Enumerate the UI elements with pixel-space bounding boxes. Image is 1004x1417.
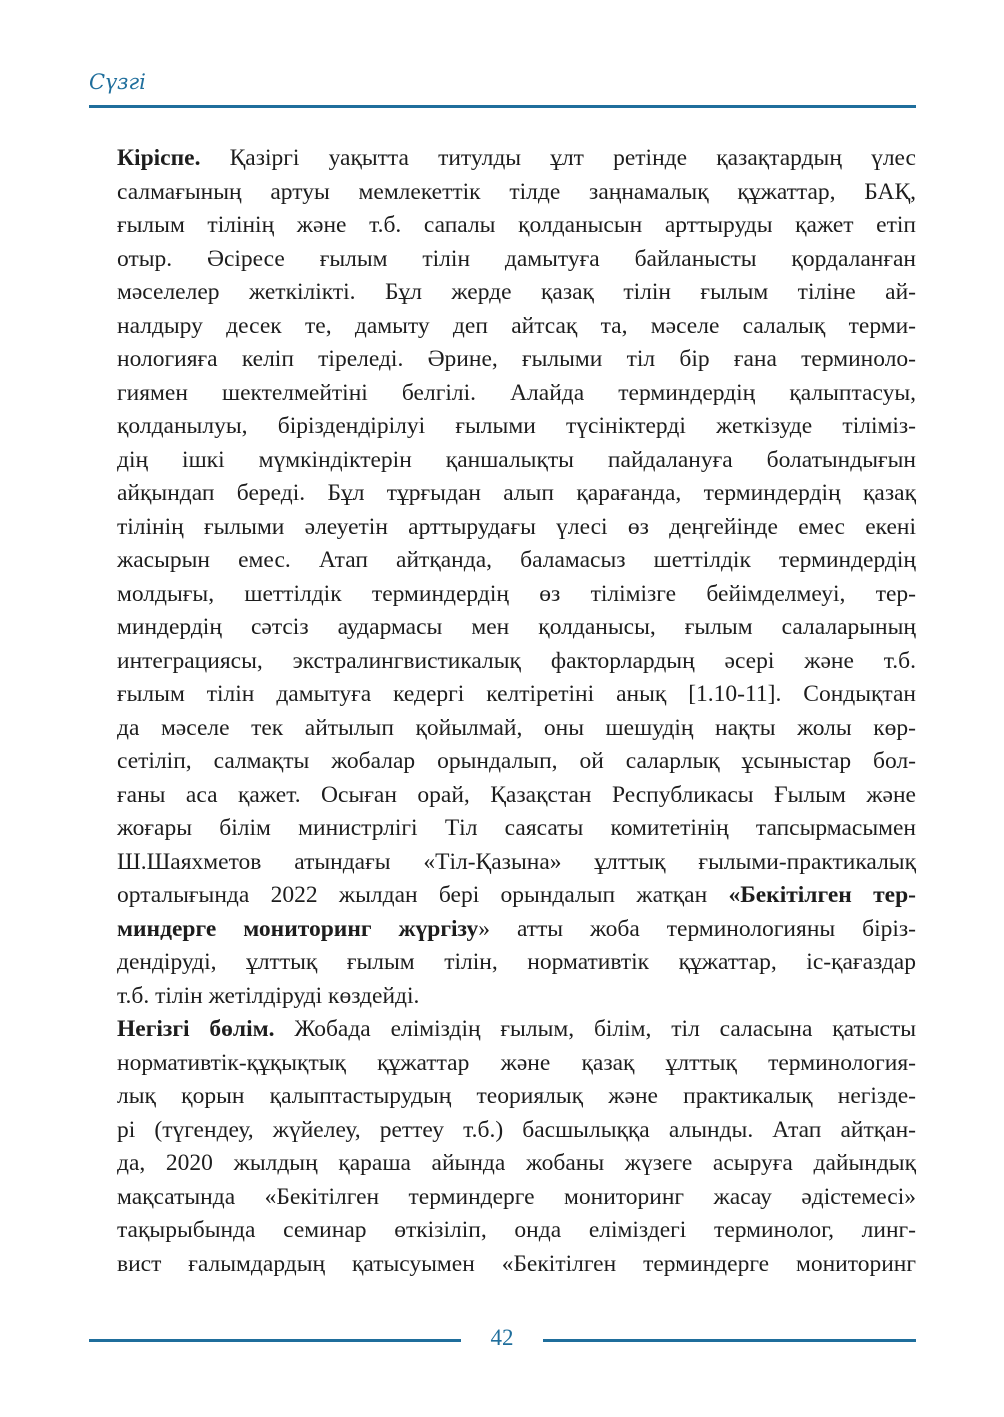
- footer-rule-left: [89, 1339, 461, 1342]
- text-line: ғылым тілін дамытуға кедергі келтіретіні анық [1.10-11]. Сондықтан: [117, 681, 916, 707]
- page-number: 42: [490, 1325, 514, 1350]
- text-line: сетіліп, салмақты жобалар орындалып, ой саларлық ұсыныстар бол-: [117, 748, 916, 774]
- text-line: жоғары білім министрлігі Тіл саясаты комитетінің тапсырмасымен: [117, 815, 916, 841]
- text-line: Ш.Шаяхметов атындағы «Тіл-Қазына» ұлттық ғылыми-практикалық: [117, 848, 916, 875]
- text-line: айқындап береді. Бұл тұрғыдан алып қарағанда, терминдердің қазақ: [117, 480, 916, 506]
- text-line: т.б. тілін жетілдіруді көздейді.: [117, 982, 420, 1009]
- text-line: Негізгі бөлім. Жобада еліміздің ғылым, білім, тіл саласына қатысты: [117, 1016, 917, 1042]
- text-line: ғылым тілінің және т.б. сапалы қолданысын арттыруды қажет етіп: [117, 212, 916, 238]
- text-line: вист ғалымдардың қатысуымен «Бекітілген терминдерге мониторинг: [117, 1250, 916, 1277]
- text-line: отыр. Әсіресе ғылым тілін дамытуға байланысты қордаланған: [117, 245, 916, 272]
- running-title: Сүзгі: [89, 70, 146, 94]
- text-line: молдығы, шеттілдік терминдердің өз тілімізге бейімделмеуі, тер-: [117, 580, 916, 607]
- project-title-part-1: «Бекітілген тер-: [728, 882, 916, 908]
- text-line: да, 2020 жылдың қараша айында жобаны жүзеге асыруға дайындық: [117, 1150, 916, 1176]
- text-line: рі (түгендеу, жүйелеу, реттеу т.б.) басшылыққа алынды. Атап айтқан-: [117, 1116, 916, 1143]
- text-line: нормативтік-құқықтық құжаттар және қазақ ұлттық терминология-: [117, 1049, 916, 1076]
- text-line: жасырын емес. Атап айтқанда, баламасыз шеттілдік терминдердің: [117, 547, 916, 573]
- text-line: миндердің сәтсіз аудармасы мен қолданысы, ғылым салаларының: [117, 614, 916, 640]
- footer-rule-right: [543, 1339, 916, 1342]
- main-heading: Негізгі бөлім.: [117, 1016, 275, 1042]
- text-line: лық қорын қалыптастырудың теориялық және практикалық негізде-: [117, 1083, 916, 1109]
- text-line: орталығында 2022 жылдан бері орындалып жатқан «Бекітілген тер-: [117, 882, 916, 908]
- project-title-part-2: миндерге мониторинг жүргізу: [117, 915, 479, 942]
- text-line: тілінің ғылыми әлеуетін арттырудағы үлесі өз деңгейінде емес екені: [117, 513, 916, 540]
- text-line: мақсатында «Бекітілген терминдерге мониторинг жасау әдістемесі»: [117, 1183, 916, 1210]
- text-line: мәселелер жеткілікті. Бұл жерде қазақ тілін ғылым тіліне ай-: [117, 279, 916, 305]
- text-line: налдыру десек те, дамыту деп айтсақ та, мәселе салалық терми-: [117, 312, 916, 339]
- intro-paragraph: [89, 142, 916, 1013]
- text-line: салмағының артуы мемлекеттік тілде заңнамалық құжаттар, БАҚ,: [117, 178, 916, 205]
- text-line: гиямен шектелмейтіні белгілі. Алайда терминдердің қалыптасуы,: [117, 379, 916, 406]
- text-line: қолданылуы, біріздендірілуі ғылыми түсініктерді жеткізуде тіліміз-: [117, 413, 916, 439]
- main-paragraph: [89, 1013, 916, 1281]
- text-line: Кіріспе. Қазіргі уақытта титулды ұлт ретінде қазақтардың үлес: [117, 145, 916, 171]
- body-text: [89, 142, 916, 1281]
- text-line: нологияға келіп тіреледі. Әрине, ғылыми тіл бір ғана терминоло-: [117, 346, 916, 372]
- text-line: ғаны аса қажет. Осыған орай, Қазақстан Республикасы Ғылым және: [117, 781, 916, 808]
- text-line: тақырыбында семинар өткізіліп, онда еліміздегі терминолог, линг-: [117, 1217, 916, 1243]
- text-line: интеграциясы, экстралингвистикалық факторлардың әсері және т.б.: [117, 647, 916, 674]
- intro-heading: Кіріспе.: [117, 145, 201, 171]
- text-line: миндерге мониторинг жүргізу» атты жоба терминологияны біріз-: [117, 915, 916, 942]
- text-line: дің ішкі мүмкіндіктерін қаншалықты пайдалануға болатындығын: [117, 446, 916, 473]
- text-line: да мәселе тек айтылып қойылмай, оны шешудің нақты жолы көр-: [117, 714, 916, 741]
- text-line: дендіруді, ұлттық ғылым тілін, нормативтік құжаттар, іс-қағаздар: [117, 949, 916, 975]
- header-rule: [89, 105, 916, 108]
